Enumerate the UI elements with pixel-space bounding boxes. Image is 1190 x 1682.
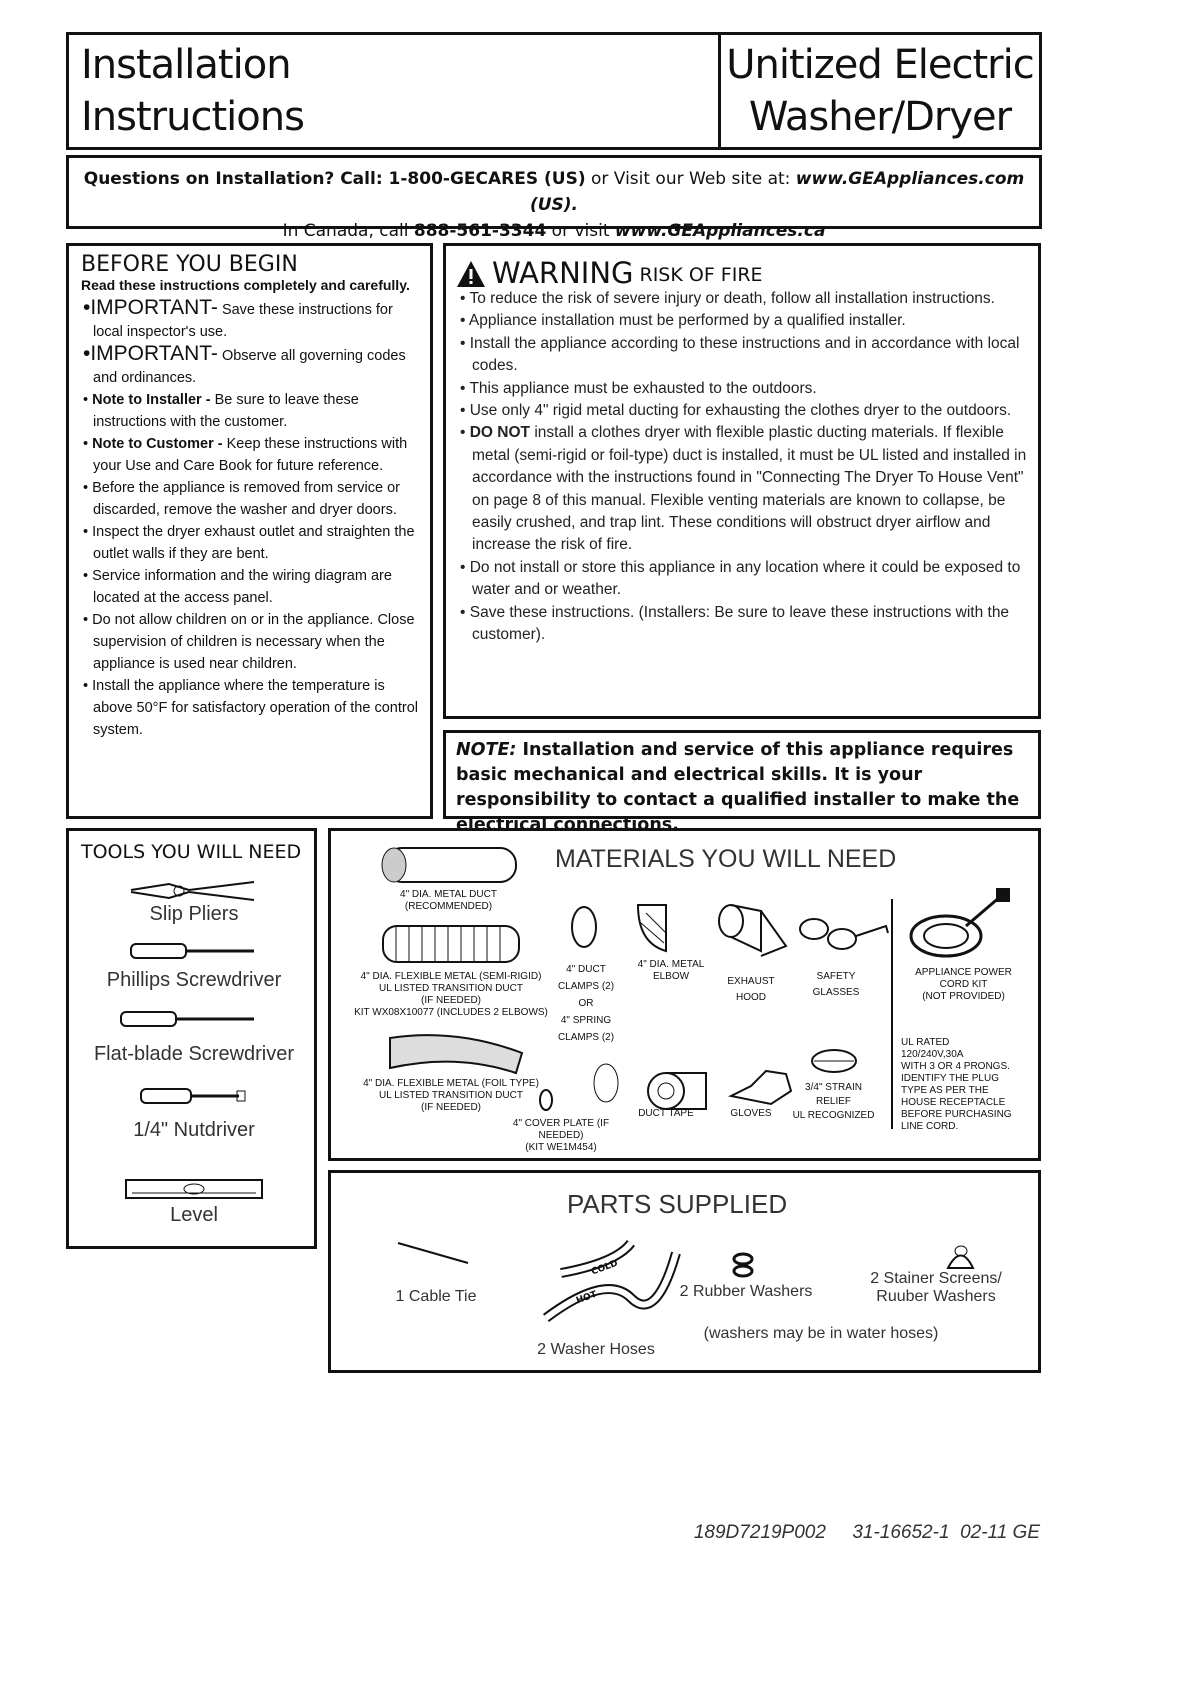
warning-triangle-icon <box>456 260 486 288</box>
nutdriver-icon <box>139 1086 249 1106</box>
warning-list <box>456 288 1028 647</box>
list-item: • Note to Installer - Be sure to leave these instructions with the customer. <box>81 389 422 433</box>
semi-rigid-duct-label: 4" DIA. FLEXIBLE METAL (SEMI-RIGID) UL LISTED TRANSITION DUCT (IF NEEDED) KIT WX08X10077 (INCLUDES 2 ELBOWS) <box>354 971 548 1018</box>
power-cord-icon <box>906 886 1016 961</box>
gloves-icon <box>726 1066 796 1106</box>
important-1: •IMPORTANT- Save these instructions for local inspector's use. <box>83 296 393 340</box>
note-label: NOTE: <box>456 740 517 760</box>
list-item: • Note to Customer - Keep these instructions with your Use and Care Book for future reference. <box>81 433 422 477</box>
product-line-1: Unitized Electric <box>726 42 1034 88</box>
washer-hoses-icon <box>536 1233 681 1338</box>
list-item: • Save these instructions. (Installers: Be sure to leave these instructions with the customer). <box>456 602 1028 647</box>
list-item: • Install the appliance according to these instructions and in accordance with local codes. <box>456 333 1028 378</box>
hose-label-cold: COLD <box>590 1258 620 1278</box>
canada-website-link[interactable]: www.GEAppliances.ca <box>614 221 826 241</box>
gloves-label: GLOVES <box>730 1108 772 1119</box>
foil-duct-icon <box>386 1028 526 1073</box>
before-list <box>81 389 422 741</box>
canada-text: In Canada, call <box>282 221 414 241</box>
duct-clamp-icon <box>569 903 599 951</box>
cable-tie-icon <box>396 1241 471 1266</box>
list-item: • Inspect the dryer exhaust outlet and straighten the outlet walls if they are bent. <box>81 521 422 565</box>
warning-header <box>456 252 1028 288</box>
exhaust-hood-label: EXHAUST HOOD <box>727 976 775 1003</box>
list-item: • Appliance installation must be performed by a qualified installer. <box>456 310 1028 332</box>
warning-word: WARNING <box>492 256 634 290</box>
level-icon <box>124 1178 264 1200</box>
list-item: • Do not install or store this appliance in any location where it could be exposed to water and or weather. <box>456 557 1028 602</box>
elbow-icon <box>636 903 681 953</box>
note-box <box>443 730 1041 835</box>
washers-note: (washers may be in water hoses) <box>703 1325 939 1342</box>
list-item: • Before the appliance is removed from service or discarded, remove the washer and dryer doors. <box>81 477 422 521</box>
rubber-washers-label: 2 Rubber Washers <box>679 1283 813 1300</box>
materials-box <box>328 828 1041 1161</box>
important-2: •IMPORTANT- Observe all governing codes and ordinances. <box>83 342 406 386</box>
strainer-screens-icon <box>943 1243 978 1273</box>
power-cord-label: APPLIANCE POWER CORD KIT (NOT PROVIDED) <box>915 967 1012 1002</box>
duct-tape-icon <box>646 1071 711 1111</box>
metal-duct-icon <box>376 846 521 884</box>
safety-glasses-label: SAFETY GLASSES <box>812 971 860 998</box>
duct-tape-label: DUCT TAPE <box>638 1108 694 1119</box>
footer <box>683 1500 1040 1544</box>
hose-label-hot: HOT <box>574 1289 599 1307</box>
cover-plate-label: 4" COVER PLATE (IF NEEDED) (KIT WE1M454) <box>512 1118 610 1153</box>
before-subtitle: Read these instructions completely and carefully. <box>81 277 410 293</box>
product-line-2: Washer/Dryer <box>748 94 1012 140</box>
warning-subtitle: RISK OF FIRE <box>639 264 763 286</box>
parts-title: PARTS SUPPLIED <box>567 1189 788 1219</box>
exhaust-hood-icon <box>716 901 791 961</box>
list-item: • Service information and the wiring diagram are located at the access panel. <box>81 565 422 609</box>
note-text: Installation and service of this appliance requires basic mechanical and electrical skills. It is your responsibility to contact a qualified installer to make the electrical connections. <box>456 740 1020 835</box>
metal-duct-label: 4" DIA. METAL DUCT (RECOMMENDED) <box>400 889 497 912</box>
flat-blade-screwdriver-icon <box>119 1009 259 1029</box>
parts-box <box>328 1170 1041 1373</box>
cover-plate-icon <box>538 1088 554 1112</box>
safety-glasses-icon <box>796 911 891 956</box>
power-cord-note: UL RATED 120/240V,30A WITH 3 OR 4 PRONGS. IDENTIFY THE PLUG TYPE AS PER THE HOUSE RECEPTACLE BEFORE PURCHASING LINE CORD. <box>901 1037 1012 1132</box>
document-number: 31-16652-1 02-11 GE <box>852 1522 1040 1543</box>
clamps-label: 4" DUCT CLAMPS (2) OR 4" SPRING CLAMPS (2) <box>557 964 615 1043</box>
tools-box <box>66 828 317 1249</box>
phillips-screwdriver-icon <box>129 941 259 961</box>
tool-level: Level <box>170 1204 218 1226</box>
us-website-link[interactable]: www.GEAppliances.com (US). <box>529 169 1025 215</box>
slip-pliers-icon <box>129 876 259 904</box>
tools-title: TOOLS YOU WILL NEED <box>81 841 302 863</box>
elbow-label: 4" DIA. METAL ELBOW <box>637 959 705 982</box>
tool-flat-blade-screwdriver: Flat-blade Screwdriver <box>93 1043 295 1065</box>
list-item: • DO NOT install a clothes dryer with flexible plastic ducting materials. If flexible metal (semi-rigid or foil-type) duct is installed, it must be UL listed and installed in accordance with the instructions found in "Connecting The Dryer To House Vent" on page 8 of this manual. Flexible venting materials are known to collapse, be easily crushed, and trap lint. These conditions will obstruct dryer airflow and increase the risk of fire. <box>456 422 1028 556</box>
washer-hoses-label: 2 Washer Hoses <box>537 1341 655 1358</box>
list-item: • To reduce the risk of severe injury or death, follow all installation instructions. <box>456 288 1028 310</box>
title-box <box>66 32 721 150</box>
spring-clamp-icon <box>589 1061 624 1106</box>
title-line-1: Installation <box>81 42 291 88</box>
tool-phillips-screwdriver: Phillips Screwdriver <box>106 969 282 991</box>
strain-relief-label: 3/4" STRAIN RELIEF UL RECOGNIZED <box>792 1082 875 1121</box>
title-line-2: Instructions <box>81 94 304 140</box>
list-item: • Do not allow children on or in the appliance. Close supervision of children is necessary when the appliance is used near children. <box>81 609 422 675</box>
list-item: • This appliance must be exhausted to the outdoors. <box>456 378 1028 400</box>
strainer-screens-label: 2 Stainer Screens/ Ruuber Washers <box>870 1270 1002 1305</box>
before-you-begin-box <box>66 243 433 819</box>
foil-duct-label: 4" DIA. FLEXIBLE METAL (FOIL TYPE) UL LISTED TRANSITION DUCT (IF NEEDED) <box>363 1078 539 1113</box>
strain-relief-icon <box>809 1046 859 1076</box>
contact-box <box>66 155 1042 241</box>
part-number: 189D7219P002 <box>693 1522 826 1543</box>
contact-text: or Visit our Web site at: <box>585 169 796 189</box>
materials-title: MATERIALS YOU WILL NEED <box>555 845 897 873</box>
us-phone: Questions on Installation? Call: 1-800-GECARES (US) <box>83 169 586 189</box>
before-title: BEFORE YOU BEGIN <box>81 252 298 277</box>
tool-nutdriver: 1/4" Nutdriver <box>133 1119 255 1141</box>
warning-box <box>443 243 1041 719</box>
rubber-washers-icon <box>729 1251 759 1281</box>
product-box <box>718 32 1042 150</box>
semi-rigid-duct-icon <box>381 924 521 964</box>
canada-text-2: or visit <box>546 221 615 241</box>
divider <box>891 899 893 1129</box>
canada-phone: 888-561-3344 <box>413 221 547 241</box>
tool-slip-pliers: Slip Pliers <box>149 903 239 925</box>
list-item: • Use only 4" rigid metal ducting for exhausting the clothes dryer to the outdoors. <box>456 400 1028 422</box>
list-item: • Install the appliance where the temperature is above 50°F for satisfactory operation of the control system. <box>81 675 422 741</box>
cable-tie-label: 1 Cable Tie <box>395 1288 477 1305</box>
